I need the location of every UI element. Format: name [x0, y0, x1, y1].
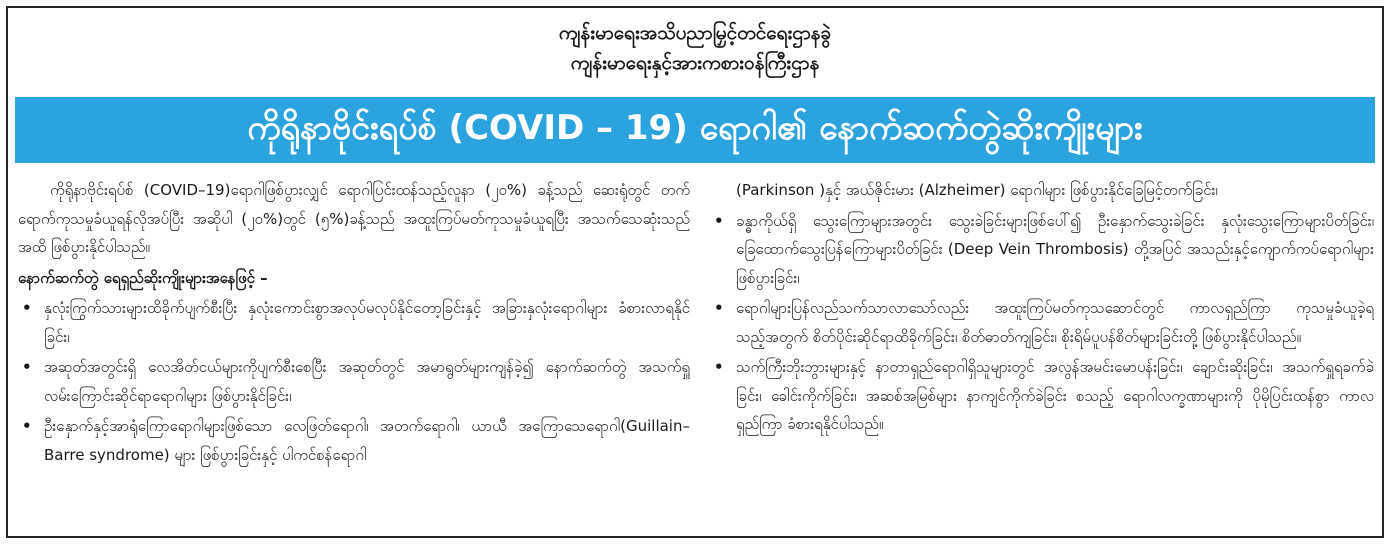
- list-item-text: နှလုံးကြွက်သားများထိခိုက်ပျက်စီးပြီး နှလုံးကောင်းစွာအလုပ်မလုပ်နိုင်တော့ခြင်းနှင့် အခြားနှလုံးရောဂါများ ခံစားလာရနိုင်ခြင်း၊: [44, 299, 690, 346]
- list-item: [710, 294, 1374, 351]
- ministry-title: ကျန်းမာရေးနှင့်အားကစားဝန်ကြီးဌာန: [570, 52, 820, 74]
- list-item: [18, 412, 690, 469]
- list-item-text: ရောဂါများပြန်လည်သက်သာလာသော်လည်း အထူးကြပ်မတ်ကုသဆောင်တွင် ကာလရှည်ကြာ ကုသမှုခံယူခဲ့ရသည့်အတွက် စိတ်ပိုင်းဆိုင်ရာထိခိုက်ခြင်း၊ စိတ်ဓာတ်ကျခြင်း၊ စိုးရိမ်ပူပန်စိတ်များခြင်းတို့ ဖြစ်ပွားနိုင်ပါသည်။: [736, 299, 1374, 346]
- left-column: [18, 176, 690, 534]
- list-item: [18, 353, 690, 410]
- intro-paragraph: ကိုရိုနာဗိုင်းရပ်စ် (COVID–19)ရောဂါဖြစ်ပွားလျှင် ရောဂါပြင်းထန်သည့်လူနာ (၂၀%) ခန့်သည် ဆေးရုံတွင် တက်ရောက်ကုသမှုခံယူရန်လိုအပ်ပြီး အဆိုပါ (၂၀%)တွင် (၅%)ခန့်သည် အထူးကြပ်မတ်ကုသမှုခံယူရပြီး အသက်သေဆုံးသည်အထိ ဖြစ်ပွားနိုင်ပါသည်။: [18, 181, 690, 256]
- bullet-icon: •: [714, 358, 724, 376]
- header: [8, 18, 1382, 78]
- list-item: [18, 294, 690, 351]
- list-item-text: ဦးနှောက်နှင့်အာရုံကြောရောဂါများဖြစ်သော လေဖြတ်ရောဂါ၊ အတက်ရောဂါ၊ ယာယီ အကြောသေရောဂါ(Guillain–Barre syndrome) များ ဖြစ်ပွားခြင်းနှင့် ပါကင်စန်ရောဂါ: [44, 417, 690, 464]
- bullet-icon: •: [714, 299, 724, 317]
- list-item-text: အဆုတ်အတွင်းရှိ လေအိတ်ငယ်များကိုပျက်စီးစေပြီး အဆုတ်တွင် အမာရွတ်များကျန်ခဲ့၍ နောက်ဆက်တွဲ အသက်ရှူလမ်းကြောင်းဆိုင်ရာရောဂါများ ဖြစ်ပွားနိုင်ခြင်း၊: [44, 358, 690, 405]
- list-item: [710, 353, 1374, 439]
- list-item-text: ခန္ဓာကိုယ်ရှိ သွေးကြောများအတွင်း သွေးခဲခြင်းများဖြစ်ပေါ်၍ ဦးနှောက်သွေးခဲခြင်း နှလုံးသွေးကြောများပိတ်ခြင်း၊ ခြေထောက်သွေးပြန်ကြောများပိတ်ခြင်း (Deep Vein Thrombosis) တို့အပြင် အသည်းနှင့်ကျောက်ကပ်ရောဂါများ ဖြစ်ပွားခြင်း၊: [736, 211, 1374, 287]
- continued-list-text: (Parkinson )နှင့် အယ်ဇိုင်းမား (Alzheimer) ရောဂါများ ဖြစ်ပွားနိုင်ခြေမြင့်တက်ခြင်း၊: [736, 181, 1218, 199]
- list-item: [710, 207, 1374, 293]
- list-item-text: သက်ကြီးဘိုးဘွားများနှင့် နာတာရှည်ရောဂါရှိသူများတွင် အလွန်အမင်းမောပန်းခြင်း၊ ချောင်းဆိုးခြင်း၊ အသက်ရှူရခက်ခဲခြင်း၊ ခေါင်းကိုက်ခြင်း၊ အဆစ်အမြစ်များ နာကျင်ကိုက်ခဲခြင်း စသည့် ရောဂါလက္ခဏာများကို ပိုမိုပြင်းထန်စွာ ကာလရှည်ကြာ ခံစားရနိုင်ပါသည်။: [736, 358, 1374, 433]
- banner-title: ကိုရိုနာဗိုင်းရပ်စ် (COVID – 19) ရောဂါ၏ နောက်ဆက်တွဲဆိုးကျိုးများ: [247, 107, 1143, 148]
- bullet-icon: •: [22, 417, 32, 435]
- right-column: [710, 176, 1374, 534]
- department-subdivision-title: ကျန်းမာရေးအသိပညာမြှင့်တင်ရေးဌာနခွဲ: [558, 22, 832, 44]
- bullet-icon: •: [714, 211, 724, 230]
- section-subheading: နောက်ဆက်တွဲ ရေရှည်ဆိုးကျိုးများအနေဖြင့် –: [18, 268, 268, 287]
- title-banner: [15, 97, 1375, 163]
- bullet-icon: •: [22, 299, 32, 317]
- bullet-icon: •: [22, 358, 32, 376]
- poster-frame: [6, 6, 1384, 538]
